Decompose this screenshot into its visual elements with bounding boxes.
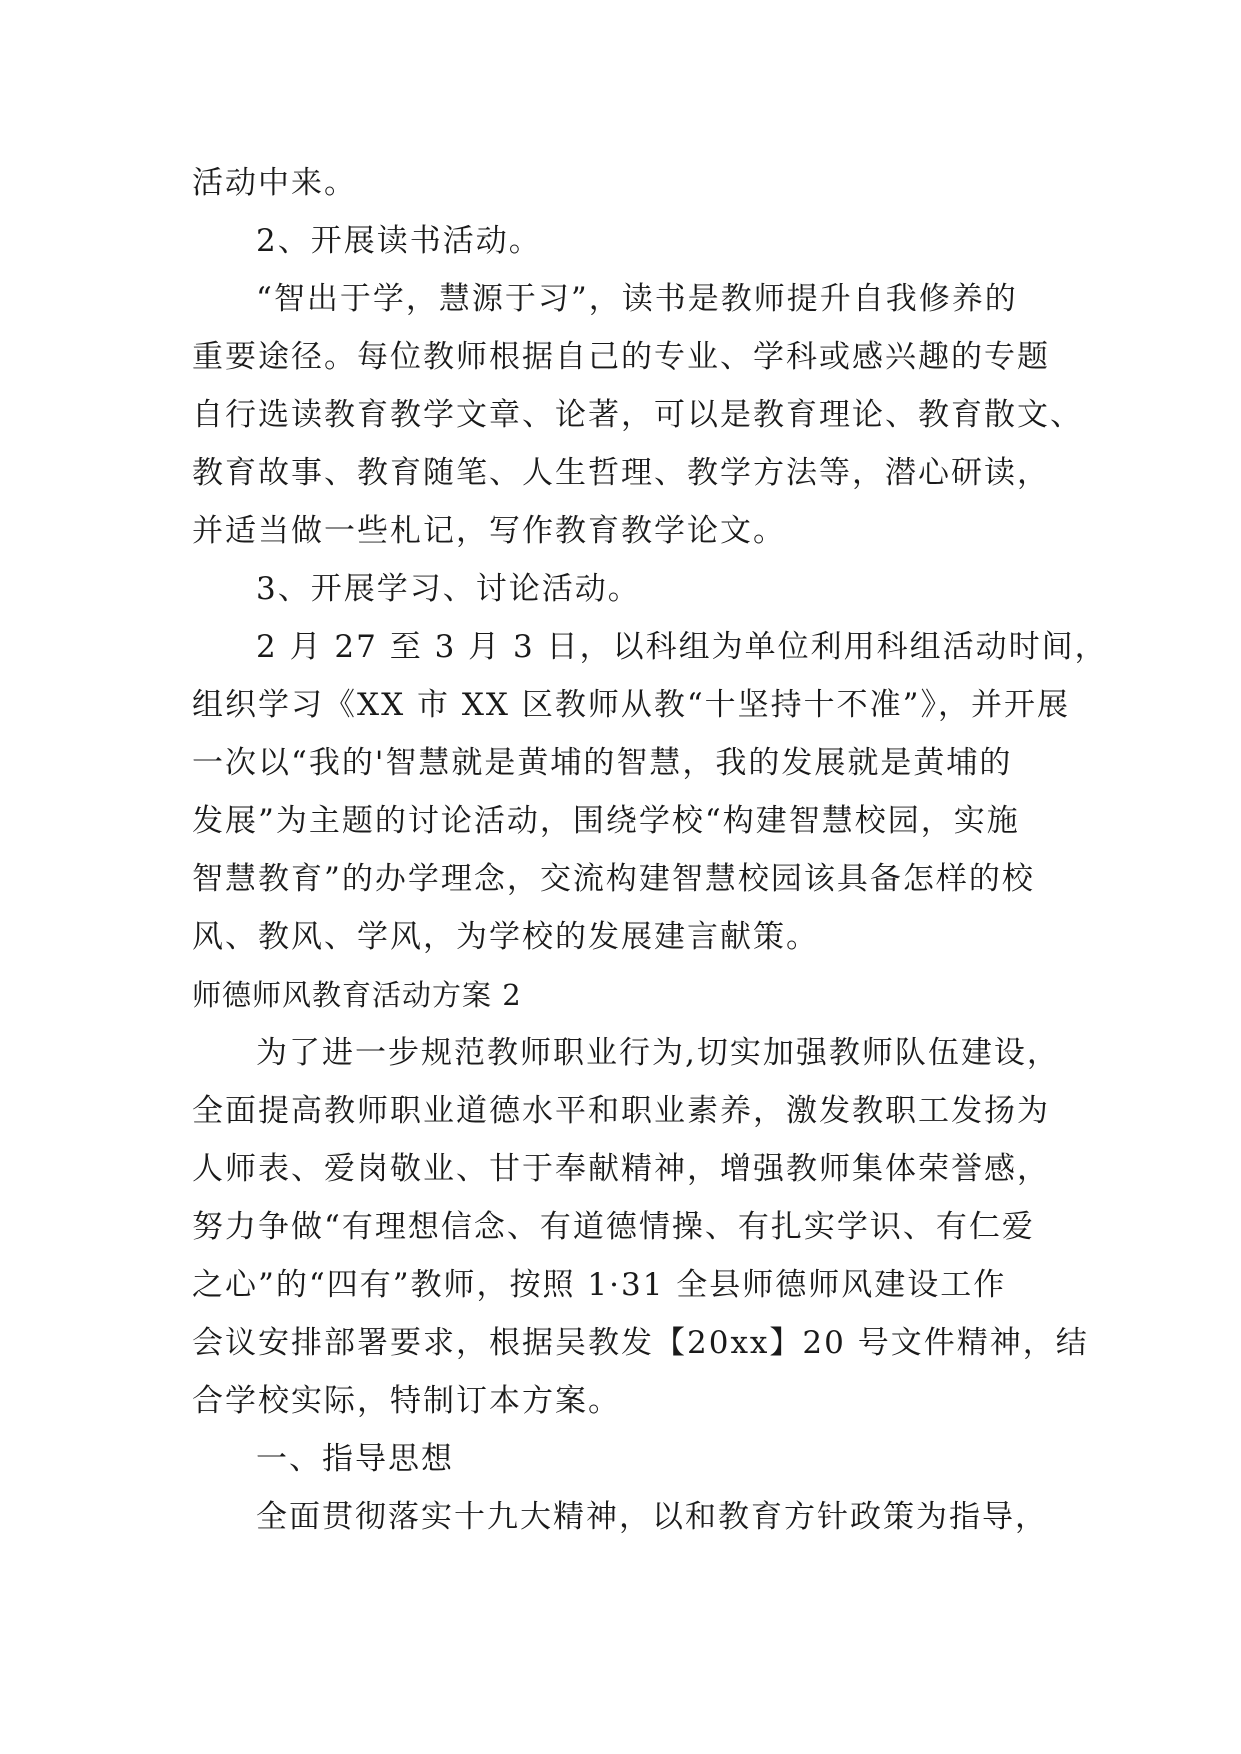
text-line: 智慧教育”的办学理念，交流构建智慧校园该具备怎样的校: [192, 861, 1035, 897]
section-heading: 师德师风教育活动方案 2: [192, 978, 522, 1012]
text-line: 全面提高教师职业道德水平和职业素养，激发教职工发扬为: [192, 1093, 1050, 1129]
text-line: 重要途径。每位教师根据自己的专业、学科或感兴趣的专题: [192, 339, 1050, 375]
text-line: 2、开展读书活动。: [256, 223, 542, 259]
text-line: 活动中来。: [192, 165, 357, 201]
text-line: 一次以“我的'智慧就是黄埔的智慧，我的发展就是黄埔的: [192, 745, 1013, 781]
document-body: [192, 154, 1108, 1546]
text-line: 教育故事、教育随笔、人生哲理、教学方法等，潜心研读，: [192, 455, 1050, 491]
text-line: 3、开展学习、讨论活动。: [256, 571, 641, 607]
text-line: 自行选读教育教学文章、论著，可以是教育理论、教育散文、: [192, 397, 1083, 433]
text-line: 风、教风、学风，为学校的发展建言献策。: [192, 919, 819, 955]
text-line: 之心”的“四有”教师，按照 1·31 全县师德师风建设工作: [192, 1267, 1007, 1303]
text-line: 组织学习《XX 市 XX 区教师从教“十坚持十不准”》，并开展: [192, 687, 1071, 723]
text-line: 合学校实际，特制订本方案。: [192, 1383, 621, 1419]
text-line: 全面贯彻落实十九大精神，以和教育方针政策为指导，: [256, 1499, 1048, 1535]
text-line: 发展”为主题的讨论活动，围绕学校“构建智慧校园，实施: [192, 803, 1020, 839]
text-line: 会议安排部署要求，根据吴教发【20xx】20 号文件精神，结: [192, 1325, 1089, 1361]
text-line: 一、指导思想: [256, 1441, 454, 1477]
text-line: 努力争做“有理想信念、有道德情操、有扎实学识、有仁爱: [192, 1209, 1035, 1245]
text-line: 2 月 27 至 3 月 3 日，以科组为单位利用科组活动时间，: [256, 629, 1108, 665]
text-line: 并适当做一些札记，写作教育教学论文。: [192, 513, 786, 549]
text-line: 人师表、爱岗敬业、甘于奉献精神，增强教师集体荣誉感，: [192, 1151, 1050, 1187]
text-line: 为了进一步规范教师职业行为,切实加强教师队伍建设，: [256, 1035, 1060, 1071]
text-line: “智出于学，慧源于习”，读书是教师提升自我修养的: [256, 281, 1018, 317]
